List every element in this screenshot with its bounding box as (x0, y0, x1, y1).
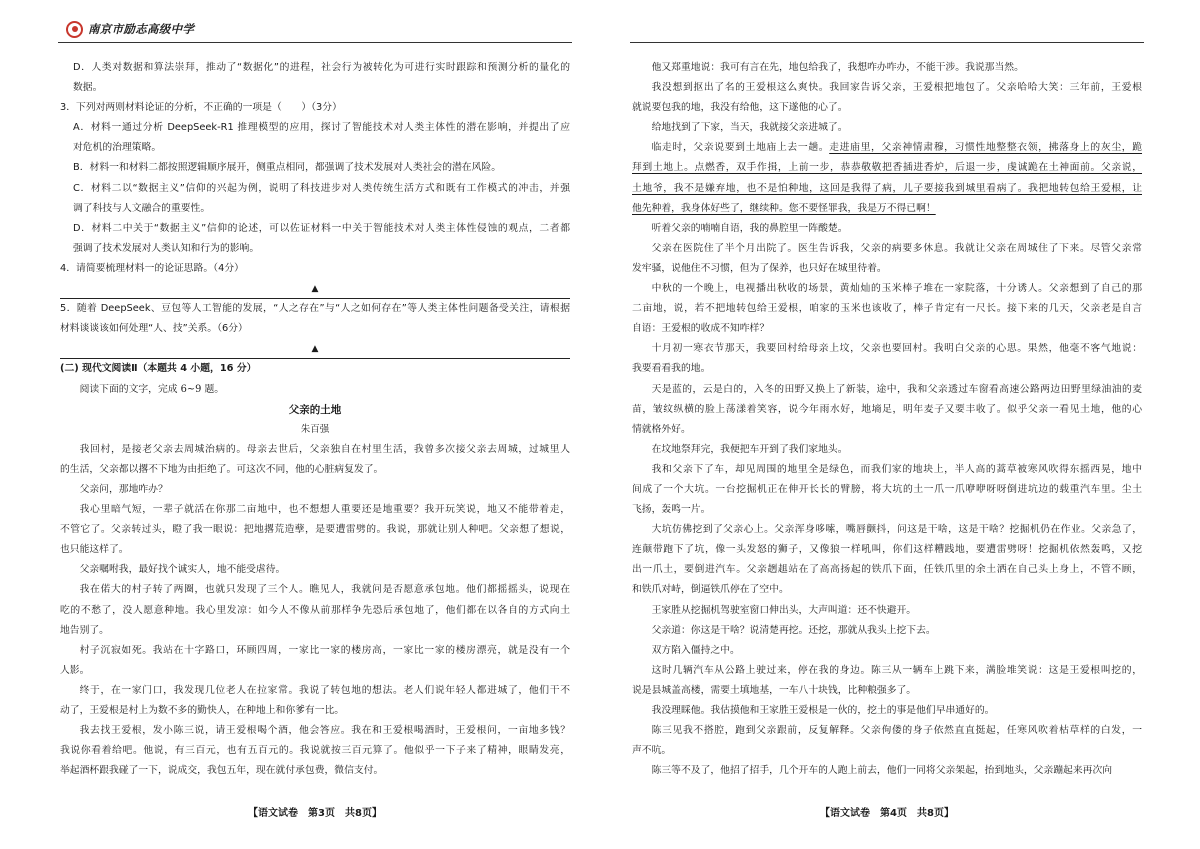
option-line: 对危机的治理策略。 (73, 142, 162, 154)
paragraph-line: 自语：王爱根的收成不知咋样？ (632, 323, 770, 335)
paragraph-line (632, 158, 1142, 178)
paragraph-line: 父亲嘱咐我，最好找个诚实人，地不能受虐待。 (79, 564, 286, 576)
paragraph-block (60, 500, 570, 560)
paragraph-line: 他又郑重地说：我可有言在先，地包给我了，我想咋办咋办，不能干涉。我说那当然。 (651, 62, 1024, 73)
paragraph-line: 给地找到了下家，当天，我就接父亲进城了。 (651, 122, 848, 134)
paragraph-block (60, 480, 570, 500)
paragraph-block (632, 661, 1142, 701)
option-line: 强调了技术发展对人类认知和行为的影响。 (73, 242, 260, 254)
school-logo-icon (66, 21, 83, 38)
paragraph-line: 中秋的一个晚上，电视播出秋收的场景，黄灿灿的玉米棒子堆在一家院落，十分诱人。父亲想到了自己的那 (651, 283, 1142, 295)
paragraph-block (632, 601, 1142, 621)
option-block (60, 179, 570, 219)
plain-text: 临走时，父亲说要到土地庙上去一趟。 (651, 142, 830, 154)
article-title: 父亲的土地 (288, 403, 342, 416)
page-footer-left: 【语文试卷 第3页 共8页】 (248, 808, 382, 819)
paragraph-line: 苗，皱纹纵横的脸上荡漾着笑容，说今年雨水好，地墒足，明年麦子又要丰收了。似乎父亲一看见土地，他的心 (632, 403, 1142, 415)
paragraph-line: 在坟地祭拜完，我便把车开到了我们家地头。 (651, 443, 848, 455)
answer-placeholder: ▲ (60, 279, 570, 299)
paragraph-line: 出一爪土，要倒进汽车。父亲趔趄站在了高高扬起的铁爪下面，任铁爪里的余土洒在自己头上身上，不管不顾， (632, 564, 1142, 576)
paragraph-line: 我回村，是接老父亲去周城治病的。母亲去世后，父亲独自在村里生活，我曾多次接父亲去周城，过城里人 (79, 443, 570, 455)
paragraph-line: 我说你看着给吧。他说，有三百元，也有五百元的。我说就按三百元算了。他似乎一下子来了精神，眼睛发亮， (60, 745, 570, 757)
paragraph-line: 我没理睬他。我估摸他和王家胜王爱根是一伙的，挖土的事是他们早串通好的。 (651, 705, 995, 716)
underlined-text: 他先种着，我身体好些了，继续种。您不要怪罪我，我是万不得已啊！ (632, 202, 936, 214)
paragraph-block (632, 78, 1142, 118)
paragraph-line: 飞扬，轰鸣一片。 (632, 504, 711, 516)
question-block (60, 259, 570, 279)
header-rule-left (58, 42, 572, 43)
paragraph-block (632, 239, 1142, 279)
option-line: D．人类对数据和算法崇拜，推动了“数据化”的进程，社会行为被转化为可进行实时跟踪和预测分析的量化的 (73, 62, 570, 73)
question-line: 3．下列对两则材料论证的分析，不正确的一项是（ ）（3分） (60, 102, 342, 114)
section-heading-block (60, 359, 570, 379)
question-line: 5．随着 DeepSeek、豆包等人工智能的发展，“人之存在”与“人之如何存在”等人类主体性问题备受关注，请根据 (60, 303, 570, 315)
author-block (60, 420, 570, 440)
option-block (60, 118, 570, 158)
paragraph-line: 父亲道：你这是干啥？说清楚再挖。还挖，那就从我头上挖下去。 (651, 624, 936, 636)
question-block (60, 98, 570, 118)
paragraph-line: 吃的不愁了，没人愿意种地。我心里发凉：如今人不像从前那样争先恐后承包地了，他们都在以各自的方式向土 (60, 604, 570, 616)
paragraph-line: 发牢骚，说他住不习惯，但为了保养，也只好在城里待着。 (632, 262, 887, 274)
header-rule-right (630, 42, 1144, 43)
paragraph-line: 情就格外好。 (632, 423, 691, 435)
school-name: 南京市励志高级中学 (88, 22, 195, 36)
paragraph-line: 间成了一个大坑。一台挖掘机正在伸开长长的臂膀，将大坑的土一爪一爪咿咿呀呀倒进坑边的载重汽车里。尘土 (632, 483, 1142, 495)
underlined-text: 拜到土地上。点燃香，双手作揖，上前一步，恭恭敬敬把香插进香炉，后退一步，虔诚跪在土神面前。父亲说， (632, 162, 1142, 174)
option-line: D．材料二中关于“数据主义”信仰的论述，可以佐证材料一中关于智能技术对人类主体性侵蚀的观点，二者都 (73, 222, 570, 234)
paragraph-line: 我在偌大的村子转了两圈，也就只发现了三个人。瞧见人，我就问是否愿意承包地。他们都摇摇头，说现在 (79, 584, 570, 596)
page-footer-right: 【语文试卷 第4页 共8页】 (820, 808, 954, 819)
option-line: 调了科技与人文融合的重要性。 (73, 202, 211, 214)
paragraph-line: 和铁爪对峙，倒逼铁爪停在了空中。 (632, 584, 789, 596)
paragraph-line: 举起酒杯跟我碰了一下，说成交，我包五年，现在就付承包费，微信支付。 (60, 765, 384, 777)
paragraph-line: 也只能这样了。 (60, 544, 129, 556)
answer-mark-block (60, 279, 570, 299)
option-line: 数据。 (73, 82, 103, 94)
option-line: C．材料二以“数据主义”信仰的兴起为例，说明了科技进步对人类传统生活方式和既有工作模式的冲击，并强 (73, 182, 570, 194)
paragraph-line: 不管它了。父亲转过头，瞪了我一眼说：把地撂荒造孽，是要遭雷劈的。我说，那就让别人种吧。父亲想了想说， (60, 524, 570, 536)
paragraph-line: 二亩地，说，若不把地转包给王爱根，咱家的玉米也该收了，棒子肯定有一尺长。接下来的几天，父亲老是自言 (632, 303, 1142, 315)
paragraph-line: 听着父亲的喃喃自语，我的鼻腔里一阵酸楚。 (651, 222, 848, 234)
paragraph-line (632, 138, 1142, 158)
exam-page-3 (60, 58, 570, 781)
paragraph-line: 阅读下面的文字，完成 6~9 题。 (79, 383, 225, 395)
option-block (60, 58, 570, 98)
paragraph-line: 连颠带跑下了坑，像一头发怒的狮子，又像狼一样吼叫，你们这样糟践地，要遭雷劈呀！挖掘机依然轰鸣，又挖 (632, 544, 1142, 556)
paragraph-line: 父亲问，那地咋办？ (79, 483, 168, 495)
paragraph-line: 地告别了。 (60, 624, 109, 636)
paragraph-line: 我没想到抠出了名的王爱根这么爽快。我回家告诉父亲，王爱根把地包了。父亲哈哈大笑：三年前，王爱根 (651, 82, 1142, 94)
paragraph-line: 十月初一寒衣节那天，我要回村给母亲上坟，父亲也要回村。我明白父亲的心思。果然，他毫不客气地说： (651, 343, 1142, 355)
exam-page-4 (632, 58, 1142, 781)
paragraph-block (632, 621, 1142, 641)
title-block (60, 400, 570, 420)
paragraph-block (632, 440, 1142, 460)
paragraph-line: 我要看看我的地。 (632, 363, 711, 375)
paragraph-line: 陈三等不及了，他招了招手，几个开车的人跑上前去，他们一同将父亲架起，抬到地头，父亲蹦起来再次向 (651, 765, 1113, 777)
paragraph-block (632, 219, 1142, 239)
paragraph-line: 声不吭。 (632, 745, 672, 757)
question-line: 材料谈谈该如何处理“人、技”关系。（6分） (60, 323, 248, 335)
option-line: B．材料一和材料二都按照逻辑顺序展开，侧重点相同，都强调了技术发展对人类社会的潜在风险。 (73, 162, 501, 174)
paragraph-line: 陈三见我不搭腔，跑到父亲跟前，反复解释。父亲佝偻的身子依然直直挺起，任寒风吹着枯草样的白发，一 (651, 725, 1142, 737)
paragraph-line: 我和父亲下了车，却见周围的地里全是绿色，而我们家的地块上，半人高的蒿草被寒风吹得东摇西晃，地中 (651, 463, 1142, 475)
option-block (60, 158, 570, 178)
paragraph-line: 说是县城盖高楼，需要土填地基，一车八十块钱，比种粮强多了。 (632, 684, 917, 696)
paragraph-block (632, 701, 1142, 721)
paragraph-block (632, 761, 1142, 781)
paragraph-line: 终于，在一家门口，我发现几位老人在拉家常。我说了转包地的想法。老人们说年轻人都进城了，他们干不 (79, 684, 570, 696)
paragraph-line: 这时几辆汽车从公路上驶过来，停在我的身边。陈三从一辆车上跳下来，满脸堆笑说：这是王爱根叫挖的， (651, 664, 1142, 676)
answer-placeholder: ▲ (60, 339, 570, 359)
option-block (60, 219, 570, 259)
paragraph-block (60, 440, 570, 480)
paragraph-block (60, 721, 570, 781)
paragraph-line: 就说要包我的地，我没有给他，这下遂他的心了。 (632, 102, 848, 114)
paragraph-block (632, 118, 1142, 138)
paragraph-block (632, 138, 1142, 218)
page-header (66, 19, 194, 39)
section-heading: (二) 现代文阅读Ⅱ（本题共 4 小题，16 分） (60, 363, 257, 375)
answer-mark-block (60, 339, 570, 359)
paragraph-block (632, 279, 1142, 339)
paragraph-line: 我去找王爱根，发小陈三说，请王爱根喝个酒，他会答应。我在和王爱根喝酒时，王爱根问，一亩地多钱？ (79, 725, 570, 737)
underlined-text: 土地爷，我不是嫌弃地，也不是怕种地，这回是我得了病，儿子要接我到城里看病了。我把地转包给王爱根，让 (632, 182, 1142, 194)
paragraph-line: 天是蓝的，云是白的，入冬的田野又换上了新装，途中，我和父亲透过车窗看高速公路两边田野里绿油油的麦 (651, 383, 1142, 395)
paragraph-block (632, 641, 1142, 661)
paragraph-line: 人影。 (60, 664, 90, 676)
paragraph-block (60, 681, 570, 721)
paragraph-block (632, 721, 1142, 761)
paragraph-line (632, 199, 1142, 219)
question-block (60, 299, 570, 339)
paragraph-line: 父亲在医院住了半个月出院了。医生告诉我，父亲的病要多休息。我就让父亲在周城住了下来。尽管父亲常 (651, 242, 1142, 254)
paragraph-line: 的生活，父亲都以撂不下地为由拒绝了。可这次不同，他的心脏病复发了。 (60, 463, 384, 475)
paragraph-block (632, 339, 1142, 379)
paragraph-block (632, 380, 1142, 440)
paragraph-block (60, 580, 570, 640)
underlined-text: 走进庙里，父亲神情肃穆，习惯性地整整衣领，拂落身上的灰尘，跪 (829, 142, 1143, 154)
paragraph-line (632, 179, 1142, 199)
paragraph-line: 王家胜从挖掘机驾驶室窗口伸出头，大声叫道：还不快避开。 (651, 604, 917, 616)
paragraph-line: 大坑仿佛挖到了父亲心上。父亲浑身哆嗦，嘴唇颤抖，问这是干啥，这是干啥？挖掘机仍在作业。父亲急了， (651, 524, 1142, 536)
paragraph-line: 双方陷入僵持之中。 (651, 644, 740, 656)
paragraph-line: 动了，王爱根是村上为数不多的勤快人，在种地上和你爹有一比。 (60, 705, 345, 716)
paragraph-line: 我心里暗气短，一辈子就活在你那二亩地中，也不想想人重要还是地重要？我开玩笑说，地又不能带着走， (79, 504, 570, 516)
paragraph-block (60, 560, 570, 580)
paragraph-block (632, 58, 1142, 78)
paragraph-block (632, 520, 1142, 600)
paragraph-block (632, 460, 1142, 520)
paragraph-block (60, 380, 570, 400)
article-author: 朱百强 (300, 423, 330, 435)
paragraph-block (60, 641, 570, 681)
option-line: A．材料一通过分析 DeepSeek-R1 推理模型的应用，探讨了智能技术对人类主体性的潜在影响，并提出了应 (73, 122, 570, 134)
question-line: 4．请简要梳理材料一的论证思路。（4分） (60, 262, 244, 274)
paragraph-line: 村子沉寂如死。我站在十字路口，环顾四周，一家比一家的楼房高，一家比一家的楼房漂亮，就是没有一个 (79, 644, 570, 656)
